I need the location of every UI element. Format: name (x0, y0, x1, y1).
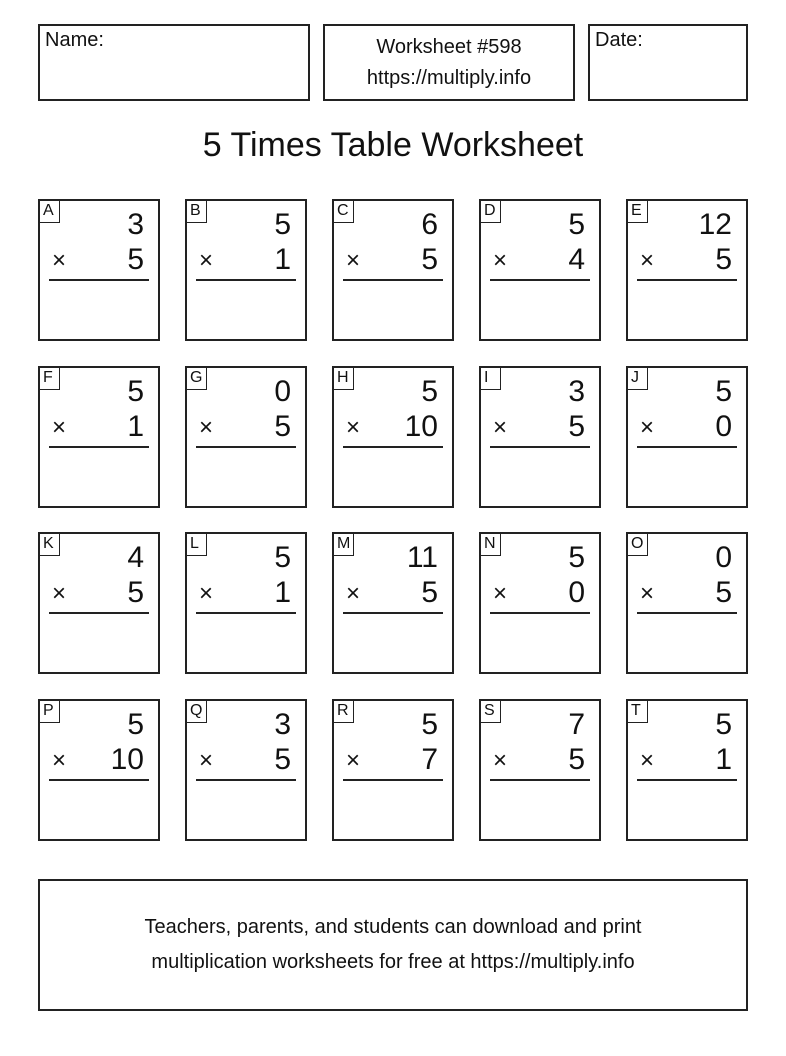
times-sign: × (199, 580, 214, 607)
date-label: Date: (595, 29, 643, 51)
problem-top-number: 0 (274, 375, 291, 408)
answer-line (343, 779, 443, 781)
answer-line (49, 446, 149, 448)
problem-bottom-number: 5 (421, 243, 438, 276)
problem-top-number: 5 (568, 208, 585, 241)
times-sign: × (640, 414, 655, 441)
problem-letter: M (334, 534, 354, 556)
problem-top-number: 3 (127, 208, 144, 241)
times-sign: × (199, 247, 214, 274)
problem-bottom-number: 1 (127, 410, 144, 443)
problem-top-number: 11 (406, 541, 438, 574)
answer-line (637, 612, 737, 614)
problem-letter: N (481, 534, 501, 556)
problem-card[interactable] (185, 699, 307, 841)
answer-line (490, 779, 590, 781)
problem-letter: E (628, 201, 648, 223)
answer-line (490, 279, 590, 281)
problem-bottom-number: 5 (127, 576, 144, 609)
problem-bottom-number: 1 (715, 743, 732, 776)
problem-top-number: 0 (715, 541, 732, 574)
problem-card[interactable] (479, 199, 601, 341)
worksheet-url[interactable]: https://multiply.info (366, 67, 532, 89)
problem-card[interactable] (332, 366, 454, 508)
answer-line (196, 612, 296, 614)
times-sign: × (346, 580, 361, 607)
problem-top-number: 5 (274, 541, 291, 574)
problem-bottom-number: 5 (568, 410, 585, 443)
problem-card[interactable] (626, 532, 748, 674)
problem-card[interactable] (626, 699, 748, 841)
times-sign: × (640, 247, 655, 274)
problem-top-number: 5 (421, 708, 438, 741)
problem-top-number: 3 (274, 708, 291, 741)
problem-top-number: 6 (421, 208, 438, 241)
problem-card[interactable] (185, 532, 307, 674)
problem-card[interactable] (479, 699, 601, 841)
problem-bottom-number: 7 (421, 743, 438, 776)
times-sign: × (493, 580, 508, 607)
problem-card[interactable] (38, 199, 160, 341)
problem-card[interactable] (185, 366, 307, 508)
problem-top-number: 7 (568, 708, 585, 741)
problem-card[interactable] (38, 699, 160, 841)
problem-letter: O (628, 534, 648, 556)
problem-bottom-number: 5 (421, 576, 438, 609)
problem-bottom-number: 1 (274, 243, 291, 276)
times-sign: × (493, 247, 508, 274)
problem-letter: S (481, 701, 501, 723)
answer-line (196, 279, 296, 281)
problem-card[interactable] (626, 366, 748, 508)
times-sign: × (52, 747, 67, 774)
times-sign: × (640, 580, 655, 607)
problem-letter: P (40, 701, 60, 723)
answer-line (343, 612, 443, 614)
problem-top-number: 5 (127, 375, 144, 408)
problem-top-number: 3 (568, 375, 585, 408)
times-sign: × (493, 747, 508, 774)
problem-top-number: 4 (127, 541, 144, 574)
problem-bottom-number: 5 (274, 410, 291, 443)
problem-letter: A (40, 201, 60, 223)
times-sign: × (493, 414, 508, 441)
problem-card[interactable] (479, 366, 601, 508)
times-sign: × (52, 414, 67, 441)
problem-letter: L (187, 534, 207, 556)
problem-letter: I (481, 368, 501, 390)
problem-top-number: 5 (715, 708, 732, 741)
problem-letter: T (628, 701, 648, 723)
problem-bottom-number: 5 (715, 576, 732, 609)
problem-card[interactable] (332, 699, 454, 841)
problem-top-number: 5 (715, 375, 732, 408)
answer-line (343, 279, 443, 281)
problem-bottom-number: 10 (110, 743, 144, 776)
problem-card[interactable] (626, 199, 748, 341)
problem-letter: R (334, 701, 354, 723)
problem-top-number: 5 (274, 208, 291, 241)
answer-line (49, 279, 149, 281)
problem-top-number: 5 (127, 708, 144, 741)
problem-letter: K (40, 534, 60, 556)
problem-top-number: 12 (698, 208, 732, 241)
problem-letter: G (187, 368, 207, 390)
problem-top-number: 5 (568, 541, 585, 574)
problem-bottom-number: 5 (568, 743, 585, 776)
problem-bottom-number: 5 (127, 243, 144, 276)
problem-bottom-number: 1 (274, 576, 291, 609)
worksheet-number: Worksheet #598 (376, 36, 522, 58)
answer-line (343, 446, 443, 448)
times-sign: × (346, 414, 361, 441)
footer-line-2: multiplication worksheets for free at https://multiply.info (151, 951, 635, 973)
answer-line (196, 446, 296, 448)
times-sign: × (199, 414, 214, 441)
problem-card[interactable] (332, 199, 454, 341)
problem-card[interactable] (479, 532, 601, 674)
problem-card[interactable] (38, 532, 160, 674)
problem-card[interactable] (185, 199, 307, 341)
problem-bottom-number: 0 (568, 576, 585, 609)
problem-top-number: 5 (421, 375, 438, 408)
problem-bottom-number: 5 (274, 743, 291, 776)
answer-line (49, 612, 149, 614)
problem-letter: J (628, 368, 648, 390)
answer-line (490, 612, 590, 614)
problem-bottom-number: 4 (568, 243, 585, 276)
name-label: Name: (45, 29, 104, 51)
times-sign: × (346, 247, 361, 274)
problem-letter: F (40, 368, 60, 390)
problem-letter: C (334, 201, 354, 223)
problem-bottom-number: 0 (715, 410, 732, 443)
problem-bottom-number: 10 (404, 410, 438, 443)
times-sign: × (52, 580, 67, 607)
problem-letter: B (187, 201, 207, 223)
times-sign: × (346, 747, 361, 774)
times-sign: × (640, 747, 655, 774)
times-sign: × (199, 747, 214, 774)
footer-box (38, 879, 748, 1011)
answer-line (49, 779, 149, 781)
times-sign: × (52, 247, 67, 274)
problem-letter: H (334, 368, 354, 390)
page-title: 5 Times Table Worksheet (202, 126, 584, 164)
problem-card[interactable] (332, 532, 454, 674)
footer-line-1: Teachers, parents, and students can download and print (144, 916, 642, 938)
problem-letter: D (481, 201, 501, 223)
answer-line (637, 279, 737, 281)
problem-bottom-number: 5 (715, 243, 732, 276)
answer-line (490, 446, 590, 448)
problem-card[interactable] (38, 366, 160, 508)
answer-line (196, 779, 296, 781)
answer-line (637, 446, 737, 448)
answer-line (637, 779, 737, 781)
problem-letter: Q (187, 701, 207, 723)
